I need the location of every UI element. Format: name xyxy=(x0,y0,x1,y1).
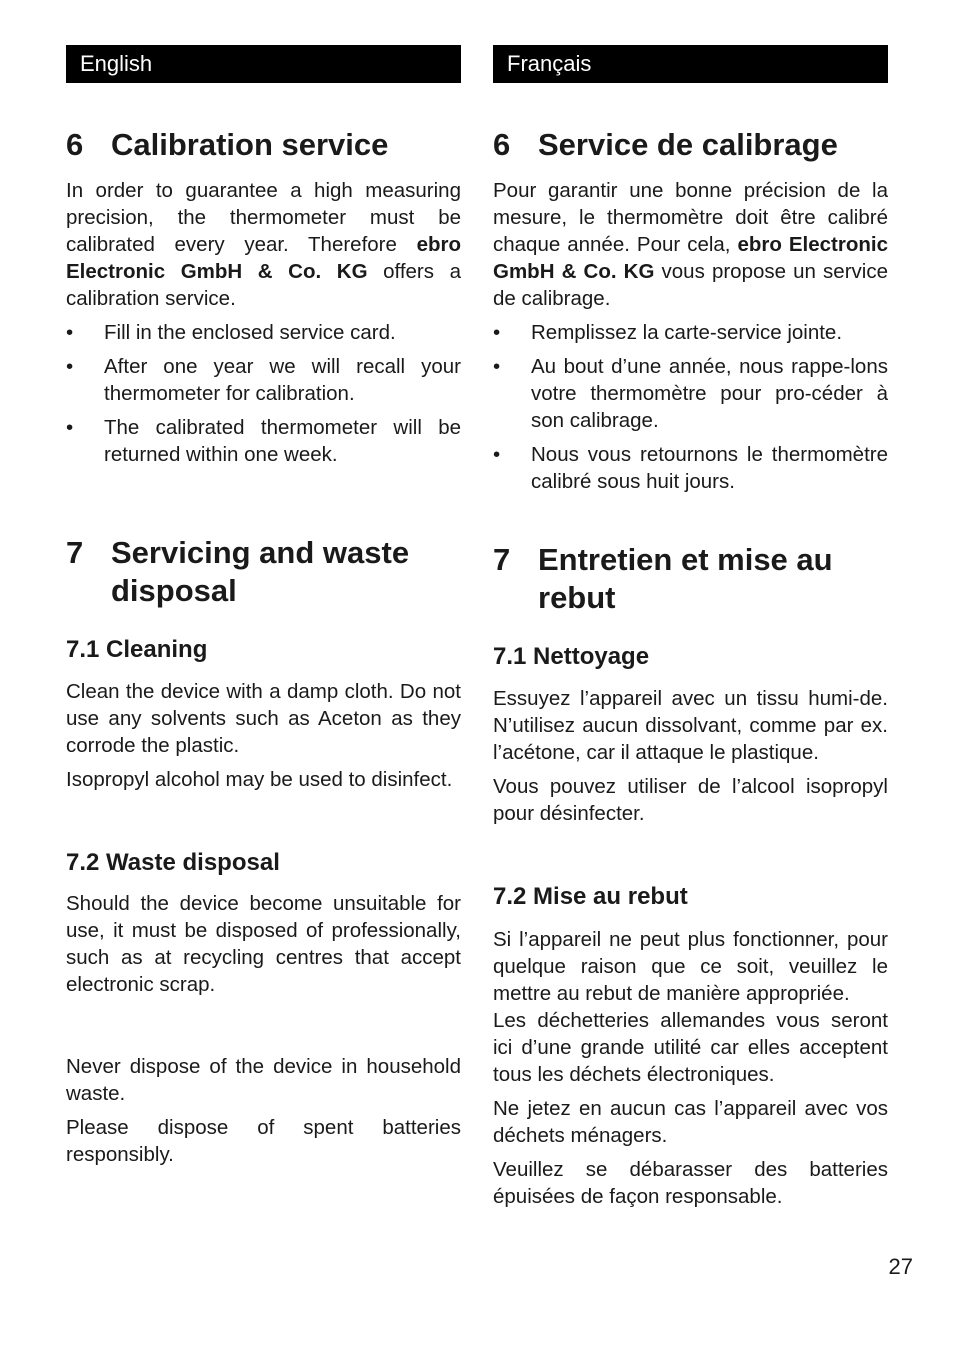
calibration-steps xyxy=(493,319,888,495)
list-item: • Au bout d’une année, nous rappe-lons votre thermomètre pour pro-céder à son calibrage. xyxy=(493,355,888,432)
section-number: 7 xyxy=(493,542,511,577)
section-title: Service de calibrage xyxy=(538,127,838,162)
section-number: 6 xyxy=(493,127,511,162)
language-header-francais: Français xyxy=(493,45,888,83)
subsection-7-1-heading: 7.1 Nettoyage xyxy=(493,643,650,670)
section-6-heading xyxy=(493,126,888,164)
section-number: 6 xyxy=(66,127,84,162)
household-waste-text: Ne jetez en aucun cas l’appareil avec vos déchets ménagers. xyxy=(493,1097,888,1147)
waste-disposal-text: Si l’appareil ne peut plus fonctionner, pour quelque raison que ce soit, veuillez le mettre au rebut de manière appropriée. xyxy=(493,928,888,1005)
company-name: ebro Electronic GmbH & Co. KG xyxy=(66,233,461,283)
bullet-icon: • xyxy=(493,321,501,344)
subsection-7-2-heading: 7.2 Waste disposal xyxy=(66,849,280,876)
cleaning-text: Clean the device with a damp cloth. Do not use any solvents such as Aceton as they corrode the plastic. xyxy=(66,680,461,757)
section-number: 7 xyxy=(66,535,84,570)
subsection-7-1-heading: 7.1 Cleaning xyxy=(66,636,208,663)
waste-disposal-text: Should the device become unsuitable for use, it must be disposed of professionally, such as at recycling centres that accept electronic scrap. xyxy=(66,892,461,996)
language-header-english: English xyxy=(66,45,461,83)
list-item: • Fill in the enclosed service card. xyxy=(66,321,396,344)
page-number: 27 xyxy=(888,1254,913,1279)
list-item: • Nous vous retournons le thermomètre calibré sous huit jours. xyxy=(493,443,888,493)
column-english xyxy=(66,45,461,1168)
batteries-text: Veuillez se débarasser des batteries épuisées de façon responsable. xyxy=(493,1158,888,1208)
calibration-intro: In order to guarantee a high measuring precision, the thermometer must be calibrated every year. Therefore ebro Electronic GmbH & Co. KG offers a calibration service. xyxy=(66,179,461,310)
section-6-heading xyxy=(66,126,461,164)
bullet-icon: • xyxy=(66,321,74,344)
calibration-intro: Pour garantir une bonne précision de la mesure, le thermomètre doit être calibré chaque année. Pour cela, ebro Electronic GmbH & Co. KG vous propose un service de calibrage. xyxy=(493,179,888,310)
list-item: • After one year we will recall your thermometer for calibration. xyxy=(66,355,461,405)
section-title: Calibration service xyxy=(111,127,389,162)
bullet-icon: • xyxy=(66,355,74,378)
section-7-heading xyxy=(66,534,461,610)
section-title: Entretien et mise au rebut xyxy=(538,542,833,615)
list-item: • The calibrated thermometer will be returned within one week. xyxy=(66,416,461,466)
calibration-steps xyxy=(66,319,461,468)
bullet-icon: • xyxy=(493,443,501,466)
company-name: ebro Electronic GmbH & Co. KG xyxy=(493,233,888,283)
bullet-icon: • xyxy=(493,355,501,378)
list-item: • Remplissez la carte-service jointe. xyxy=(493,321,843,344)
bullet-icon: • xyxy=(66,416,74,439)
section-title: Servicing and waste disposal xyxy=(111,535,410,608)
household-waste-text: Never dispose of the device in household waste. xyxy=(66,1055,461,1105)
batteries-text: Please dispose of spent batteries responsibly. xyxy=(66,1116,461,1166)
recycling-centres-text: Les déchetteries allemandes vous seront ici d’une grande utilité car elles acceptent tous les déchets électroniques. xyxy=(493,1009,888,1086)
section-7-heading xyxy=(493,541,888,617)
disinfect-text: Vous pouvez utiliser de l’alcool isopropyl pour désinfecter. xyxy=(493,775,888,825)
subsection-7-2-heading: 7.2 Mise au rebut xyxy=(493,883,688,910)
column-francais xyxy=(493,45,888,1210)
cleaning-text: Essuyez l’appareil avec un tissu humi-de. N’utilisez aucun dissolvant, comme par ex. l’acétone, car il attaque le plastique. xyxy=(493,687,888,764)
disinfect-text: Isopropyl alcohol may be used to disinfect. xyxy=(66,768,453,791)
